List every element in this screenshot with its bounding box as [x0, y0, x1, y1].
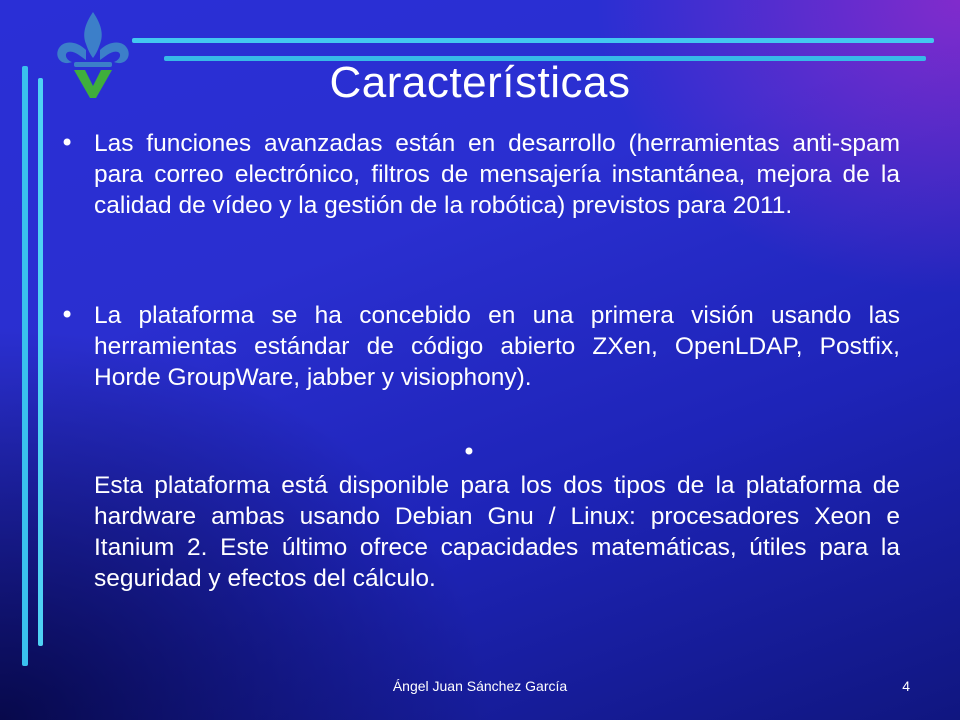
bullet-text-2: La plataforma se ha concebido en una primera visión usando las herramientas estándar de código abierto ZXen, OpenLDAP, Postfix, Horde GroupWare, jabber y visiophony).	[94, 302, 900, 391]
footer-page-number: 4	[902, 678, 910, 694]
bullet-icon: •	[60, 301, 75, 329]
bullet-text-3: Esta plataforma está disponible para los dos tipos de la plataforma de hardware ambas usando Debian Gnu / Linux: procesadores Xeon e Itanium 2. Este último ofrece capacidades matemáticas, útiles para la seguridad y efectos del cálculo.	[94, 472, 900, 592]
bullet-icon-centered: •	[461, 438, 477, 466]
slide-title: Características	[329, 58, 631, 107]
decorative-vertical-bar-outer	[22, 66, 28, 666]
bullet-icon: •	[60, 129, 75, 157]
decorative-horizontal-bar-top	[132, 38, 934, 43]
bullet-text-1: Las funciones avanzadas están en desarrollo (herramientas anti-spam para correo electrónico, filtros de mensajería instantánea, mejora de la calidad de vídeo y la gestión de la robótica) previstos para 2011.	[94, 130, 900, 219]
decorative-vertical-bar-inner	[38, 78, 43, 646]
footer-author: Ángel Juan Sánchez García	[392, 678, 568, 694]
